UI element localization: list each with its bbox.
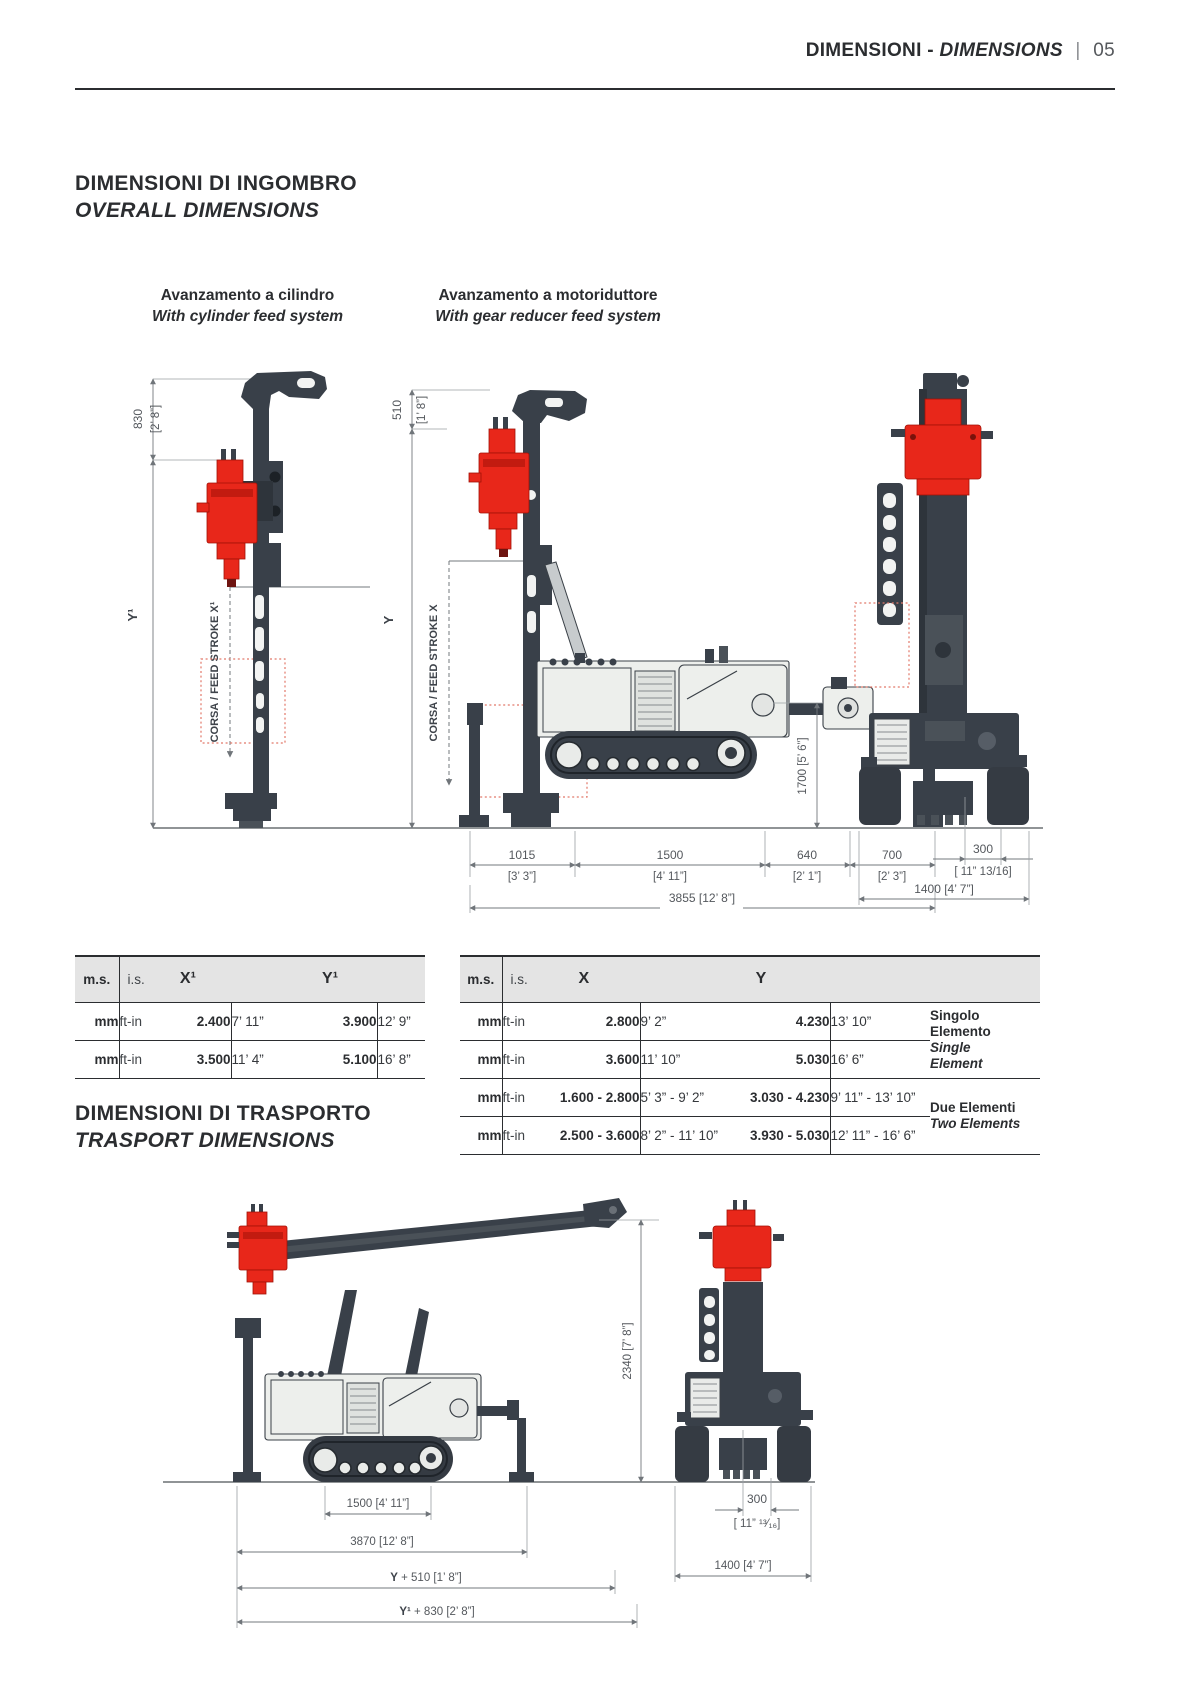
feed-cylinder <box>545 562 587 661</box>
rotary-head <box>227 1204 287 1294</box>
unit-imperial: ft-in <box>502 1078 548 1116</box>
crawler-track <box>303 1436 453 1482</box>
dim-label-640-ft: [2’ 1”] <box>792 871 822 883</box>
dim-label-y-510: Y + 510 [1’ 8”] <box>390 1572 462 1584</box>
caption-it: Avanzamento a motoriduttore <box>438 287 658 304</box>
dim-label-1500: 1500 <box>656 848 684 862</box>
section-title-it: DIMENSIONI DI TRASPORTO <box>75 1102 371 1125</box>
y-metric: 3.030 - 4.230 <box>736 1078 830 1116</box>
y-imperial: 9’ 11” - 13’ 10” <box>830 1078 930 1116</box>
dim-label-1400: 1400 [4’ 7”] <box>914 882 974 896</box>
dim-label-y1-830: Y¹ + 830 [2’ 8”] <box>399 1606 475 1618</box>
y-metric: 5.100 <box>303 1040 377 1078</box>
group-label-two-elements: Due Elementi Two Elements <box>930 1078 1040 1154</box>
x-imperial: 11’ 10” <box>640 1040 736 1078</box>
rear-stabilizer <box>477 1400 534 1482</box>
col-header-is: i.s. <box>510 971 528 987</box>
unit-metric: mm <box>460 1078 502 1116</box>
front-stabilizer-leg <box>469 723 480 817</box>
front-stabilizer <box>233 1318 261 1482</box>
col-header-ms: m.s. <box>75 956 119 1002</box>
table-row <box>75 1002 425 1040</box>
dim-label-1500: 1500 [4’ 11”] <box>346 1498 410 1510</box>
rear-view-diagram <box>855 373 1033 905</box>
rotary-head <box>469 417 529 557</box>
front-stabilizer <box>459 703 489 827</box>
section-title-en: TRASPORT DIMENSIONS <box>75 1129 335 1152</box>
y-imperial: 16’ 8” <box>377 1040 425 1078</box>
section-title-it: DIMENSIONI DI INGOMBRO <box>75 172 357 195</box>
dim-label-830: 830 <box>131 408 145 430</box>
unit-imperial: ft-in <box>119 1040 161 1078</box>
unit-imperial: ft-in <box>502 1002 548 1040</box>
bottom-dimension-chain <box>470 831 935 913</box>
left-track <box>675 1426 709 1482</box>
gear-feed-caption <box>415 285 681 327</box>
dim-label-1400: 1400 [4’ 7”] <box>714 1560 772 1572</box>
dim-label-1015: 1015 <box>508 848 536 862</box>
y-metric: 3.930 - 5.030 <box>736 1116 830 1154</box>
x-imperial: 7’ 11” <box>231 1002 303 1040</box>
col-header-y1: Y¹ <box>322 970 339 988</box>
header-divider: | <box>1075 40 1081 61</box>
dim-label-640: 640 <box>796 848 818 862</box>
group-label-single-element: Singolo Elemento Single Element <box>930 1002 1040 1078</box>
dim-label-300-ft: [ 11” 13/16] <box>954 866 1012 878</box>
table-row <box>460 1078 1040 1116</box>
caption-en: With cylinder feed system <box>151 308 344 325</box>
caption-it: Avanzamento a cilindro <box>160 287 335 304</box>
dim-label-830-ft: [2’ 8”] <box>150 404 162 434</box>
mast <box>225 371 327 828</box>
y-metric: 4.230 <box>736 1002 830 1040</box>
dim-label-feed-stroke-x1: CORSA / FEED STROKE X¹ <box>209 601 221 743</box>
y-imperial: 16’ 6” <box>830 1040 930 1078</box>
y-metric: 5.030 <box>736 1040 830 1078</box>
x-metric: 3.600 <box>548 1040 640 1078</box>
left-track <box>859 767 901 825</box>
cylinder-feed-diagram <box>125 371 370 828</box>
col-header-x: X <box>578 970 590 988</box>
unit-metric: mm <box>460 1002 502 1040</box>
col-header-is: i.s. <box>127 971 145 987</box>
dim-label-510: 510 <box>390 399 404 421</box>
overall-dimensions-figure <box>75 365 1115 930</box>
x-imperial: 11’ 4” <box>231 1040 303 1078</box>
rotary-head <box>197 449 257 587</box>
dim-label-700: 700 <box>881 848 903 862</box>
mast-support <box>327 1290 357 1376</box>
overall-section-title <box>75 170 357 224</box>
x-metric: 3.500 <box>161 1040 231 1078</box>
unit-metric: mm <box>460 1116 502 1154</box>
transport-side-diagram <box>227 1198 659 1628</box>
col-header-y: Y <box>755 970 767 988</box>
table-row <box>75 1040 425 1078</box>
mast-end-bracket <box>583 1198 627 1228</box>
dim-label-3870: 3870 [12’ 8”] <box>350 1536 414 1548</box>
dim-label-300: 300 <box>972 842 994 856</box>
machine-body <box>537 646 789 737</box>
dim-label-300-ft: [ 11” ¹³⁄₁₆] <box>733 1518 781 1530</box>
front-stabilizer-foot <box>459 815 489 827</box>
rotary-head-front <box>891 399 993 495</box>
right-track <box>777 1426 811 1482</box>
dim-label-3855: 3855 [12’ 8”] <box>668 891 736 905</box>
dim-label-1500-ft: [4’ 11”] <box>653 871 687 883</box>
page-number: 05 <box>1093 40 1115 61</box>
unit-imperial: ft-in <box>502 1040 548 1078</box>
y-imperial: 12’ 9” <box>377 1002 425 1040</box>
mast-column <box>699 1282 763 1374</box>
x-metric: 1.600 - 2.800 <box>548 1078 640 1116</box>
crawler-track <box>545 731 757 779</box>
dim-label-feed-stroke-x: CORSA / FEED STROKE X <box>428 604 440 742</box>
overall-table-gear <box>460 955 1040 1155</box>
table-row <box>460 1002 1040 1040</box>
dim-label-510-ft: [1’ 8”] <box>416 395 428 425</box>
y-metric: 3.900 <box>303 1002 377 1040</box>
machine-body <box>265 1371 481 1440</box>
dim-label-y: Y <box>381 615 396 625</box>
header-title-it: DIMENSIONI - <box>805 40 934 61</box>
undercarriage-front-view <box>675 1372 813 1482</box>
overall-table-cylinder <box>75 955 425 1079</box>
unit-metric: mm <box>460 1040 502 1078</box>
x-metric: 2.400 <box>161 1002 231 1040</box>
unit-metric: mm <box>75 1040 119 1078</box>
unit-imperial: ft-in <box>502 1116 548 1154</box>
unit-metric: mm <box>75 1002 119 1040</box>
caption-en: With gear reducer feed system <box>435 308 661 325</box>
transport-dimensions-figure <box>75 1180 1115 1650</box>
col-header-x1: X¹ <box>179 970 196 988</box>
dim-label-700-ft: [2’ 3”] <box>877 871 907 883</box>
header-title-en: DIMENSIONS <box>939 40 1063 61</box>
undercarriage-front-view <box>859 713 1029 825</box>
dim-label-y1: Y¹ <box>125 608 140 622</box>
rotary-head-front <box>699 1200 784 1281</box>
section-title-en: OVERALL DIMENSIONS <box>75 199 320 222</box>
table-header-row <box>75 956 425 1002</box>
y-imperial: 12’ 11” - 16’ 6” <box>830 1116 930 1154</box>
dim-label-1015-ft: [3’ 3”] <box>507 871 537 883</box>
dim-label-1700: 1700 [5’ 6”] <box>797 737 809 795</box>
page-header <box>806 40 1115 62</box>
bottom-dimensions <box>237 1486 637 1628</box>
transport-section-title <box>75 1100 371 1154</box>
dim-label-300: 300 <box>746 1492 768 1506</box>
right-track <box>987 767 1029 825</box>
header-rule <box>75 88 1115 90</box>
x-imperial: 9’ 2” <box>640 1002 736 1040</box>
y-imperial: 13’ 10” <box>830 1002 930 1040</box>
x-metric: 2.800 <box>548 1002 640 1040</box>
transport-rear-diagram <box>675 1200 813 1582</box>
x-metric: 2.500 - 3.600 <box>548 1116 640 1154</box>
mast-support <box>405 1308 429 1376</box>
x-imperial: 5’ 3” - 9’ 2” <box>640 1078 736 1116</box>
x-imperial: 8’ 2” - 11’ 10” <box>640 1116 736 1154</box>
unit-imperial: ft-in <box>119 1002 161 1040</box>
col-header-ms: m.s. <box>460 956 502 1002</box>
dim-label-2340: 2340 [7’ 8”] <box>622 1322 634 1380</box>
table-header-row <box>460 956 1040 1002</box>
cylinder-feed-caption <box>115 285 380 327</box>
